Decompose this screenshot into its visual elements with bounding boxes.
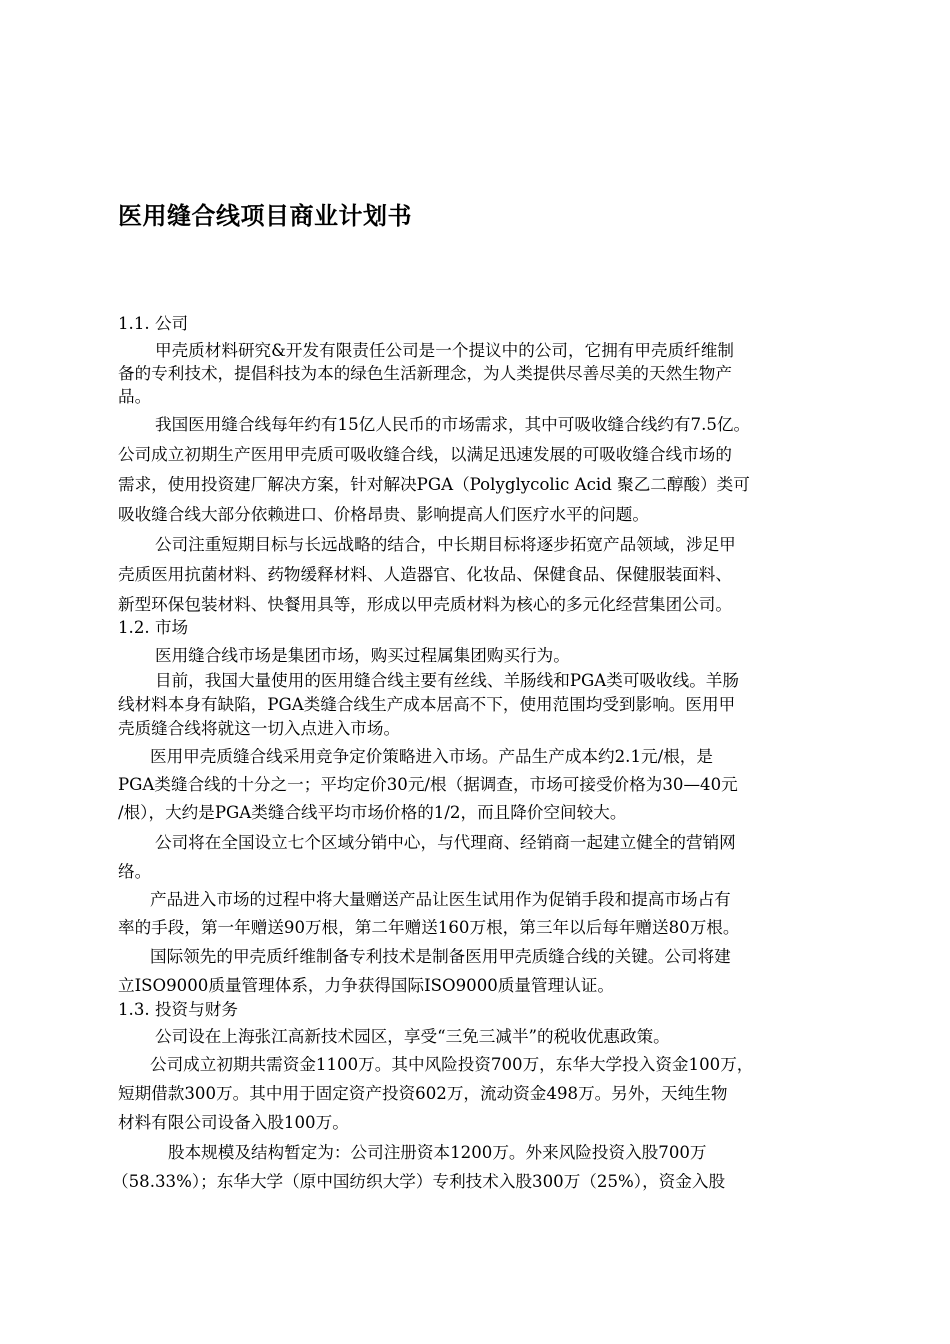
paragraph-line: 国际领先的甲壳质纤维制备专利技术是制备医用甲壳质缝合线的关键。公司将建 [150, 947, 731, 966]
paragraph-line: 需求，使用投资建厂解决方案，针对解决PGA（Polyglycolic Acid 聚乙二醇酸）类可 [118, 475, 750, 494]
paragraph-line: 立ISO9000质量管理体系，力争获得国际ISO9000质量管理认证。 [118, 976, 614, 995]
section-heading-investment: 1.3. 投资与财务 [118, 1000, 238, 1019]
section-heading-market: 1.2. 市场 [118, 618, 189, 637]
paragraph-line: 甲壳质材料研究&开发有限责任公司是一个提议中的公司，它拥有甲壳质纤维制 [155, 341, 734, 360]
paragraph-line: （58.33%）；东华大学（原中国纺织大学）专利技术入股300万（25%），资金入股 [112, 1172, 726, 1191]
paragraph-line: 络。 [118, 862, 152, 881]
paragraph-line: 吸收缝合线大部分依赖进口、价格昂贵、影响提高人们医疗水平的问题。 [118, 505, 649, 524]
paragraph-line: /根），大约是PGA类缝合线平均市场价格的1/2，而且降价空间较大。 [118, 803, 627, 822]
paragraph-line: 公司成立初期共需资金1100万。其中风险投资700万，东华大学投入资金100万， [150, 1055, 754, 1074]
paragraph-line: 率的手段，第一年赠送90万根，第二年赠送160万根，第三年以后每年赠送80万根。 [118, 918, 740, 937]
paragraph-line: 医用缝合线市场是集团市场，购买过程属集团购买行为。 [155, 646, 570, 665]
paragraph-line: 新型环保包装材料、快餐用具等，形成以甲壳质材料为核心的多元化经营集团公司。 [118, 595, 732, 614]
paragraph-line: 公司设在上海张江高新技术园区，享受“三免三减半”的税收优惠政策。 [155, 1027, 670, 1046]
section-heading-company: 1.1. 公司 [118, 314, 189, 333]
paragraph-line: 材料有限公司设备入股100万。 [118, 1113, 349, 1132]
paragraph-line: 我国医用缝合线每年约有15亿人民币的市场需求，其中可吸收缝合线约有7.5亿。 [155, 415, 751, 434]
paragraph-line: 目前，我国大量使用的医用缝合线主要有丝线、羊肠线和PGA类可吸收线。羊肠 [155, 671, 739, 690]
paragraph-line: 股本规模及结构暂定为：公司注册资本1200万。外来风险投资入股700万 [168, 1143, 707, 1162]
paragraph-line: 品。 [118, 387, 152, 406]
paragraph-line: 产品进入市场的过程中将大量赠送产品让医生试用作为促销手段和提高市场占有 [150, 890, 731, 909]
document-title: 医用缝合线项目商业计划书 [118, 202, 412, 230]
paragraph-line: PGA类缝合线的十分之一；平均定价30元/根（据调查，市场可接受价格为30—40元 [118, 775, 738, 794]
paragraph-line: 备的专利技术，提倡科技为本的绿色生活新理念，为人类提供尽善尽美的天然生物产 [118, 364, 732, 383]
paragraph-line: 医用甲壳质缝合线采用竞争定价策略进入市场。产品生产成本约2.1元/根，是 [150, 747, 713, 766]
paragraph-line: 公司将在全国设立七个区域分销中心，与代理商、经销商一起建立健全的营销网 [155, 833, 736, 852]
paragraph-line: 线材料本身有缺陷，PGA类缝合线生产成本居高不下，使用范围均受到影响。医用甲 [118, 695, 736, 714]
paragraph-line: 壳质医用抗菌材料、药物缓释材料、人造器官、化妆品、保健食品、保健服装面料、 [118, 565, 732, 584]
paragraph-line: 短期借款300万。其中用于固定资产投资602万，流动资金498万。另外，天纯生物 [118, 1084, 728, 1103]
paragraph-line: 公司注重短期目标与长远战略的结合，中长期目标将逐步拓宽产品领域，涉足甲 [155, 535, 736, 554]
paragraph-line: 公司成立初期生产医用甲壳质可吸收缝合线，以满足迅速发展的可吸收缝合线市场的 [118, 445, 732, 464]
paragraph-line: 壳质缝合线将就这一切入点进入市场。 [118, 719, 401, 738]
